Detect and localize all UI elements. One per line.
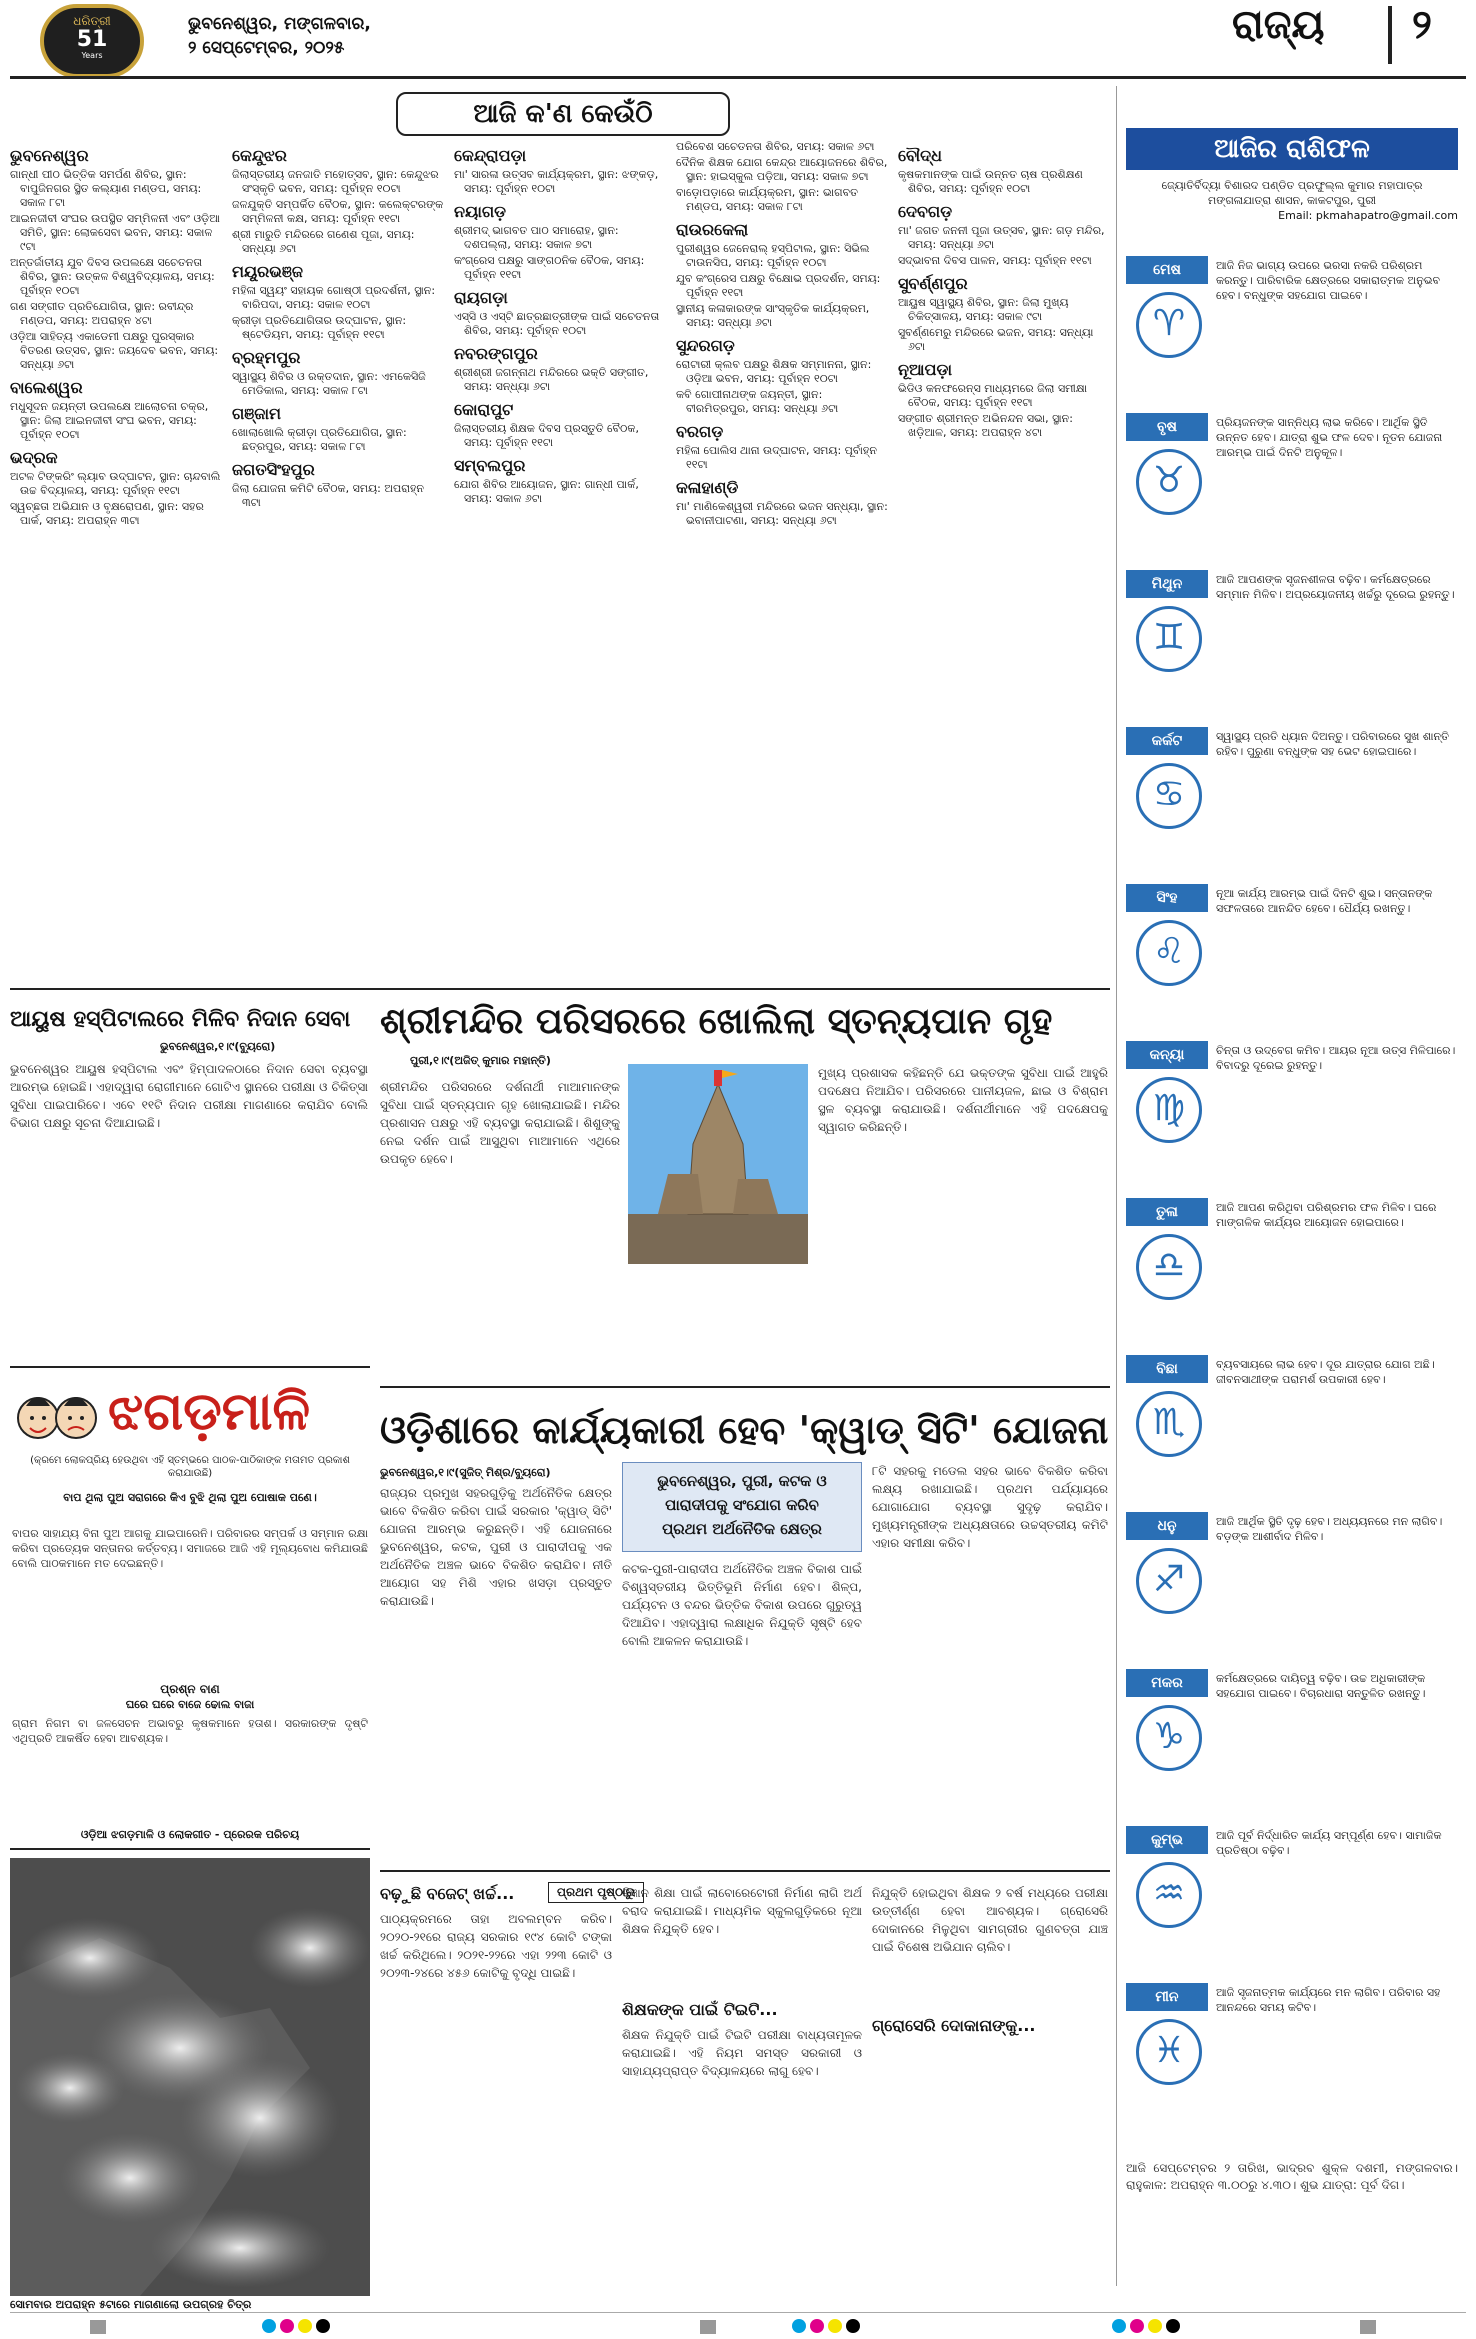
zodiac-prediction: ନୂଆ କାର୍ଯ୍ୟ ଆରମ୍ଭ ପାଇଁ ଦିନଟି ଶୁଭ। ସନ୍ତାନଙ୍କ ସଫଳତାରେ ଆନନ୍ଦିତ ହେବେ। ଧୈର୍ଯ୍ୟ ରଖନ୍ତୁ।	[1216, 887, 1433, 915]
horoscope-byline	[1126, 178, 1458, 223]
zodiac-row	[1126, 252, 1458, 402]
quad-city-headline: ଓଡ଼ିଶାରେ କାର୍ଯ୍ୟକାରୀ ହେବ 'କ୍ୱାଡ୍ ସିଟି' ଯୋଜନା	[380, 1408, 1109, 1452]
zodiac-row	[1126, 1037, 1458, 1187]
color-bar-mid	[700, 2320, 716, 2334]
srimandir-rule	[380, 1386, 1110, 1388]
zodiac-prediction: ପ୍ରିୟଜନଙ୍କ ସାନ୍ନିଧ୍ୟ ଲାଭ କରିବେ। ଆର୍ଥିକ ସ୍ଥିତି ଉନ୍ନତ ହେବ। ଯାତ୍ରା ଶୁଭ ଫଳ ଦେବ। ନୂତନ ଯୋଜନା ଆରମ୍ଭ ପାଇଁ ଦିନଟି ଅନୁକୂଳ।	[1216, 416, 1443, 459]
logo-years-number: 51	[76, 27, 108, 52]
listing-item: ଆଇନଜୀବୀ ସଂଘର ଉପସ୍ଥିତ ସମ୍ମିଳନୀ ଏବଂ ଓଡ଼ିଆ ସମିତି, ସ୍ଥାନ: ଲୋକସେବା ଭବନ, ସମୟ: ସକାଳ ୯ଟା	[10, 212, 220, 253]
zodiac-prediction: ଆଜି ସୃଜନାତ୍ମକ କାର୍ଯ୍ୟରେ ମନ ଲାଗିବ। ପରିବାର ସହ ଆନନ୍ଦରେ ସମୟ କଟିବ।	[1216, 1986, 1441, 2014]
jagannath-temple-icon	[628, 1064, 808, 1264]
footer-rule	[10, 2312, 1466, 2313]
cartoon-title: ଝଗଡ଼ମାଳି	[108, 1382, 311, 1442]
zodiac-row	[1126, 1665, 1458, 1815]
listing-item: ଜଳଯୁକ୍ତି ସମ୍ପର୍କିତ ବୈଠକ, ସ୍ଥାନ: କଲେକ୍ଟରଙ୍କ ସମ୍ମିଳନୀ କକ୍ଷ, ସମୟ: ପୂର୍ବାହ୍ନ ୧୧ଟା	[232, 198, 444, 225]
listing-item: ମଧୁସୂଦନ ଜୟନ୍ତୀ ଉପଲକ୍ଷେ ଆଲୋଚନା ଚକ୍ର, ସ୍ଥାନ: ଜିଲା ଆଇନଜୀବୀ ସଂଘ ଭବନ, ସମୟ: ପୂର୍ବାହ୍ନ ୧୦ଟା	[10, 400, 209, 441]
listing-column	[454, 140, 666, 980]
listing-item: ଦୈନିକ ଶିକ୍ଷକ ଯୋଗ କେନ୍ଦ୍ର ଆୟୋଜନରେ ଶିବିର, ସ୍ଥାନ: ହାଇସ୍କୁଲ ପଡ଼ିଆ, ସମୟ: ସକାଳ ୭ଟା	[676, 156, 888, 183]
grocery-label: ଗ୍ରୋସେରି ଦୋକାନାଙ୍କୁ...	[872, 2016, 1036, 2035]
listing-item: ଭିଡିଓ କନଫରେନ୍ସ ମାଧ୍ୟମରେ ଜିଲା ସମୀକ୍ଷା ବୈଠକ, ସମୟ: ପୂର୍ବାହ୍ନ ୧୧ଟା	[898, 382, 1088, 409]
listing-item: ଆୟୁଷ ସ୍ୱାସ୍ଥ୍ୟ ଶିବିର, ସ୍ଥାନ: ଜିଲା ମୁଖ୍ୟ ଚିକିତ୍ସାଳୟ, ସମୟ: ସକାଳ ୯ଟା	[898, 296, 1069, 323]
listing-city: କୋରାପୁଟ	[454, 400, 514, 419]
zodiac-sign-icon: ♌	[1136, 920, 1202, 986]
listing-item: ଗଣ ସଙ୍ଗୀତ ପ୍ରତିଯୋଗିତା, ସ୍ଥାନ: ରବୀନ୍ଦ୍ର ମଣ୍ଡପ, ସମୟ: ଅପରାହ୍ନ ୪ଟା	[10, 300, 194, 327]
listing-item: ଏସ୍‌ସି ଓ ଏସ୍‌ଟି ଛାତ୍ରଛାତ୍ରୀଙ୍କ ପାଇଁ ସଚେତନତା ଶିବିର, ସମୟ: ପୂର୍ବାହ୍ନ ୧୦ଟା	[454, 310, 660, 337]
listing-city: ବାଲେଶ୍ୱର	[10, 378, 83, 397]
section-title: ରାଜ୍ୟ	[1232, 2, 1325, 48]
zodiac-prediction: ଆଜି ନିଜ ଭାଗ୍ୟ ଉପରେ ଭରସା ନକରି ପରିଶ୍ରମ କରନ୍ତୁ। ପାରିବାରିକ କ୍ଷେତ୍ରରେ ସକାରାତ୍ମକ ଅନୁଭବ ହେବ। ବନ୍ଧୁଙ୍କ ସହଯୋଗ ପାଇବେ।	[1216, 259, 1440, 302]
listing-city: ସୁନ୍ଦରଗଡ଼	[676, 336, 735, 355]
listing-item: ଜିଲାସ୍ତରୀୟ ଶିକ୍ଷକ ଦିବସ ପ୍ରସ୍ତୁତି ବୈଠକ, ସମୟ: ପୂର୍ବାହ୍ନ ୧୧ଟା	[454, 422, 640, 449]
zodiac-prediction: ଆଜି ଆପଣଙ୍କ ସୃଜନଶୀଳତା ବଢ଼ିବ। କର୍ମକ୍ଷେତ୍ରରେ ସମ୍ମାନ ମିଳିବ। ଅପ୍ରୟୋଜନୀୟ ଖର୍ଚ୍ଚରୁ ଦୂରେଇ ରୁହନ୍ତୁ।	[1216, 573, 1455, 601]
listing-item: ମହିଳା ପୋଲିସ ଥାନା ଉଦ୍‌ଘାଟନ, ସମୟ: ପୂର୍ବାହ୍ନ ୧୧ଟା	[676, 444, 877, 471]
cartoon-subtitle: (କ୍ରମେ ଲୋକପ୍ରିୟ ହେଉଥିବା ଏହି ସ୍ତମ୍ଭରେ ପାଠକ-ପାଠିକାଙ୍କ ମତାମତ ପ୍ରକାଶ କରାଯାଉଛି)	[30, 1455, 350, 1479]
listing-item: କ୍ରୀଡ଼ା ପ୍ରତିଯୋଗିତାର ଉଦ୍‌ଘାଟନ, ସ୍ଥାନ: ଷ୍ଟେଡିୟମ, ସମୟ: ପୂର୍ବାହ୍ନ ୧୧ଟା	[232, 314, 407, 341]
pullquote-line2: ପାରାଦୀପକୁ ସଂଯୋଗ କରିବ	[665, 1496, 819, 1514]
zodiac-name-badge: ମୀନ	[1126, 1983, 1208, 2011]
srimandir-dateline: ପୁରୀ,୧।୯(ଅଜିତ୍ କୁମାର ମହାନ୍ତି)	[410, 1054, 551, 1067]
listing-city: ବରଗଡ଼	[676, 422, 724, 441]
panchang-text: ଆଜି ସେପ୍ଟେମ୍ବର ୨ ତାରିଖ, ଭାଦ୍ରବ ଶୁକ୍ଳ ଦଶମୀ, ମଙ୍ଗଳବାର। ରାହୁକାଳ: ଅପରାହ୍ନ ୩.୦୦ରୁ ୪.୩୦। ଶୁଭ ଯାତ୍ରା: ପୂର୍ବ ଦିଗ।	[1126, 2161, 1458, 2192]
front-page-tag: ପ୍ରଥମ ପୃଷ୍ଠାରୁ	[548, 1882, 644, 1903]
listing-city: ବୌଦ୍ଧ	[898, 146, 942, 165]
listing-column	[232, 140, 444, 980]
dateline-line1: ଭୁବନେଶ୍ୱର, ମଙ୍ଗଳବାର,	[188, 14, 371, 34]
dateline	[188, 12, 371, 60]
color-bar-right	[1360, 2320, 1376, 2334]
teacher-label: ଶିକ୍ଷକଙ୍କ ପାଇଁ ଟିଇଟି...	[622, 2000, 778, 2019]
masthead-logo	[40, 4, 144, 78]
listing-city: କଳାହାଣ୍ଡି	[676, 478, 739, 497]
listing-item: କୃଷକମାନଙ୍କ ପାଇଁ ଉନ୍ନତ ଚାଷ ପ୍ରଶିକ୍ଷଣ ଶିବିର, ସମୟ: ପୂର୍ବାହ୍ନ ୧୦ଟା	[898, 168, 1083, 195]
zodiac-name-badge: କର୍କଟ	[1126, 727, 1208, 755]
zodiac-sign-icon: ♑	[1136, 1705, 1202, 1771]
zodiac-name-badge: ବିଛା	[1126, 1355, 1208, 1383]
zodiac-name-badge: ମକର	[1126, 1669, 1208, 1697]
horoscope-banner	[1126, 128, 1458, 170]
zodiac-sign-icon: ♋	[1136, 763, 1202, 829]
srimandir-body-left: ଶ୍ରୀମନ୍ଦିର ପରିସରରେ ଦର୍ଶନାର୍ଥୀ ମାଆମାନଙ୍କ ସୁବିଧା ପାଇଁ ସ୍ତନ୍ୟପାନ ଗୃହ ଖୋଲାଯାଇଛି। ମନ୍ଦିର ପ୍ରଶାସନ ପକ୍ଷରୁ ଏହି ବ୍ୟବସ୍ଥା କରାଯାଇଛି। ଶିଶୁଙ୍କୁ ନେଇ ଦର୍ଶନ ପାଇଁ ଆସୁଥିବା ମାଆମାନେ ଏଥିରେ ଉପକୃତ ହେବେ।	[380, 1080, 620, 1166]
front-mid-body: ବିଜ୍ଞାନ ଶିକ୍ଷା ପାଇଁ ଲାବୋରେଟୋରୀ ନିର୍ମାଣ ଲାଗି ଅର୍ଥ ବରାଦ କରାଯାଇଛି। ମାଧ୍ୟମିକ ସ୍କୁଲଗୁଡ଼ିକରେ ନୂଆ ଶିକ୍ଷକ ନିଯୁକ୍ତି ହେବ।	[622, 1886, 862, 1936]
listing-item: ଶ୍ରୀଶ୍ରୀ ଜଗନ୍ନାଥ ମନ୍ଦିରରେ ଭକ୍ତି ସଙ୍ଗୀତ, ସମୟ: ସନ୍ଧ୍ୟା ୬ଟା	[454, 366, 649, 393]
cartoon-body1: ବାପର ସାହାଯ୍ୟ ବିନା ପୁଅ ଆଗକୁ ଯାଇପାରେନି। ପରିବାରର ସମ୍ପର୍କ ଓ ସମ୍ମାନ ରକ୍ଷା କରିବା ପ୍ରତ୍ୟେକ ସନ୍ତାନର କର୍ତ୍ତବ୍ୟ। ସମାଜରେ ଆଜି ଏହି ମୂଲ୍ୟବୋଧ କମିଯାଉଛି ବୋଲି ପାଠକମାନେ ମତ ଦେଇଛନ୍ତି।	[12, 1527, 368, 1570]
listing-city: ବ୍ରହ୍ମପୁର	[232, 348, 301, 367]
listing-item: ଜିଲାସ୍ତରୀୟ ଜନଜାତି ମହୋତ୍ସବ, ସ୍ଥାନ: କେନ୍ଦୁଝର ସଂସ୍କୃତି ଭବନ, ସମୟ: ପୂର୍ବାହ୍ନ ୧୦ଟା	[232, 168, 439, 195]
listing-item: ବାଡ଼ୋପଡ଼ାରେ କାର୍ଯ୍ୟକ୍ରମ, ସ୍ଥାନ: ଭାଗବତ ମଣ୍ଡପ, ସମୟ: ସକାଳ ୮ଟା	[676, 186, 858, 213]
zodiac-row	[1126, 1351, 1458, 1501]
zodiac-prediction: ଚିନ୍ତା ଓ ଉଦ୍‌ବେଗ କମିବ। ଆୟର ନୂଆ ଉତ୍ସ ମିଳିପାରେ। ବିବାଦରୁ ଦୂରେଇ ରୁହନ୍ତୁ।	[1216, 1044, 1456, 1072]
zodiac-sign-icon: ♈	[1136, 292, 1202, 358]
ayush-dateline: ଭୁବନେଶ୍ୱର,୧।୯(ବ୍ୟୁରୋ)	[160, 1040, 276, 1053]
byline-email: Email: pkmahapatro@gmail.com	[1278, 209, 1458, 222]
budget-body: ପାଠ୍ୟକ୍ରମରେ ତାହା ଅବଲମ୍ବନ କରିବ। ୨୦୨୦-୨୧ରେ ରାଜ୍ୟ ସରକାର ୧୯୪ କୋଟି ଟଙ୍କା ଖର୍ଚ୍ଚ କରିଥିଲେ। ୨୦୨୧-୨୨ରେ ଏହା ୨୨୩ କୋଟି ଓ ୨୦୨୩-୨୪ରେ ୪୫୬ କୋଟିକୁ ବୃଦ୍ଧି ପାଇଛି।	[380, 1912, 612, 1980]
listings-area	[10, 140, 1110, 980]
listing-item: ପୁରୀଶ୍ୱର ଜେନେରାଲ୍ ହସ୍ପିଟାଲ, ସ୍ଥାନ: ସିଭିଲ ଟାଉନସିପ, ସମୟ: ପୂର୍ବାହ୍ନ ୧୦ଟା	[676, 242, 870, 269]
listing-city: କେନ୍ଦୁଝର	[232, 146, 287, 165]
horoscope-banner-text: ଆଜିର ରାଶିଫଳ	[1214, 134, 1370, 164]
listing-item: ଓଡ଼ିଆ ସାହିତ୍ୟ ଏକାଡେମୀ ପକ୍ଷରୁ ପୁରସ୍କାର ବିତରଣ ଉତ୍ସବ, ସ୍ଥାନ: ଜୟଦେବ ଭବନ, ସମୟ: ସନ୍ଧ୍ୟା ୬ଟା	[10, 330, 219, 371]
teacher-body: ଶିକ୍ଷକ ନିଯୁକ୍ତି ପାଇଁ ଟିଇଟି ପରୀକ୍ଷା ବାଧ୍ୟତାମୂଳକ କରାଯାଇଛି। ଏହି ନିୟମ ସମସ୍ତ ସରକାରୀ ଓ ସାହାଯ୍ୟପ୍ରାପ୍ତ ବିଦ୍ୟାଳୟରେ ଲାଗୁ ହେବ।	[622, 2028, 862, 2078]
listing-city: କେନ୍ଦ୍ରାପଡ଼ା	[454, 146, 527, 165]
cartoon-rule	[10, 1848, 370, 1850]
quad-city-body-right: ୮ଟି ସହରକୁ ମଡେଲ ସହର ଭାବେ ବିକଶିତ କରିବା ଲକ୍ଷ୍ୟ ରଖାଯାଇଛି। ପ୍ରଥମ ପର୍ଯ୍ୟାୟରେ ଯୋଗାଯୋଗ ବ୍ୟବସ୍ଥା ସୁଦୃଢ଼ କରାଯିବ। ମୁଖ୍ୟମନ୍ତ୍ରୀଙ୍କ ଅଧ୍ୟକ୍ଷତାରେ ଉଚ୍ଚସ୍ତରୀୟ କମିଟି ଏହାର ସମୀକ୍ଷା କରିବ।	[872, 1464, 1108, 1550]
zodiac-sign-icon: ♎	[1136, 1234, 1202, 1300]
listing-city: ସୁବର୍ଣ୍ଣପୁର	[898, 274, 968, 293]
listing-city: ମୟୂରଭଞ୍ଜ	[232, 262, 303, 281]
zodiac-sign-icon: ♉	[1136, 449, 1202, 515]
zodiac-row	[1126, 1194, 1458, 1344]
listing-item: ସଦ୍‌ଭାବନା ଦିବସ ପାଳନ, ସମୟ: ପୂର୍ବାହ୍ନ ୧୧ଟା	[898, 254, 1092, 267]
zodiac-row	[1126, 409, 1458, 559]
dateline-line2: ୨ ସେପ୍ଟେମ୍ବର, ୨୦୨୫	[188, 38, 345, 58]
listing-city: ଜଗତସିଂହପୁର	[232, 460, 315, 479]
pullquote-line1: ଭୁବନେଶ୍ୱର, ପୁରୀ, କଟକ ଓ	[657, 1472, 827, 1490]
temple-photo	[628, 1064, 808, 1264]
srimandir-body-right: ମୁଖ୍ୟ ପ୍ରଶାସକ କହିଛନ୍ତି ଯେ ଭକ୍ତଙ୍କ ସୁବିଧା ପାଇଁ ଆହୁରି ପଦକ୍ଷେପ ନିଆଯିବ। ପରିସରରେ ପାନୀୟଜଳ, ଛାଇ ଓ ବିଶ୍ରାମ ସ୍ଥଳ ବ୍ୟବସ୍ଥା କରାଯାଉଛି। ଦର୍ଶନାର୍ଥୀମାନେ ଏହି ପଦକ୍ଷେପକୁ ସ୍ୱାଗତ କରିଛନ୍ତି।	[818, 1066, 1108, 1134]
registration-marks	[90, 2318, 1390, 2336]
satellite-map-icon	[10, 1858, 370, 2296]
zodiac-name-badge: ଧନୁ	[1126, 1512, 1208, 1540]
pullquote-line3: ପ୍ରଥମ ଅର୍ଥନୈତିକ କ୍ଷେତ୍ର	[662, 1520, 822, 1538]
listing-item: ଶ୍ରୀମଦ୍ ଭାଗବତ ପାଠ ସମାରୋହ, ସ୍ଥାନ: ଦଶପଲ୍ଲା, ସମୟ: ସକାଳ ୭ଟା	[454, 224, 619, 251]
quad-city-dateline: ଭୁବନେଶ୍ୱର,୧।୯(ସୁଜିତ୍ ମିଶ୍ର/ବ୍ୟୁରୋ)	[380, 1466, 551, 1479]
listing-item: ପରିବେଶ ସଚେତନତା ଶିବିର, ସମୟ: ସକାଳ ୬ଟା	[676, 140, 875, 153]
listing-item: ମା' ଜଗତ ଜନନୀ ପୂଜା ଉତ୍ସବ, ସ୍ଥାନ: ଗଡ଼ ମନ୍ଦିର, ସମୟ: ସନ୍ଧ୍ୟା ୬ଟା	[898, 224, 1105, 251]
byline-line1: ଜ୍ୟୋତିର୍ବିଦ୍ୟା ବିଶାରଦ ପଣ୍ଡିତ ପ୍ରଫୁଲ୍ଲ କୁମାର ମହାପାତ୍ର	[1161, 179, 1423, 192]
logo-years-label: Years	[81, 51, 103, 60]
listing-item: ସଙ୍ଗୀତ ଶ୍ରୀମନ୍ତ ଅଭିନନ୍ଦନ ସଭା, ସ୍ଥାନ: ଖଡ଼ିଆଳ, ସମୟ: ଅପରାହ୍ନ ୪ଟା	[898, 412, 1073, 439]
listing-item: ଅଟଳ ଟିଙ୍କରିଂ ଲ୍ୟାବ ଉଦ୍‌ଘାଟନ, ସ୍ଥାନ: ଚାନ୍ଦବାଲି ଉଚ୍ଚ ବିଦ୍ୟାଳୟ, ସମୟ: ପୂର୍ବାହ୍ନ ୧୧ଟା	[10, 470, 221, 497]
quad-city-rule	[380, 1870, 1110, 1872]
masthead-rule	[10, 76, 1466, 79]
cmyk-dots-3	[1110, 2318, 1182, 2337]
ayush-body: ଭୁବନେଶ୍ୱର ଆୟୁଷ ହସ୍ପିଟାଲ ଏବଂ ହିମ୍ପାଦଳଠାରେ ନିଦାନ ସେବା ବ୍ୟବସ୍ଥା ଆରମ୍ଭ ହୋଇଛି। ଏହାଦ୍ୱାରା ରୋଗୀମାନେ ଗୋଟିଏ ସ୍ଥାନରେ ପରୀକ୍ଷା ଓ ଚିକିତ୍ସା ସୁବିଧା ପାଇପାରିବେ। ଏବେ ୧୧ଟି ନିଦାନ ପରୀକ୍ଷା ମାଗଣାରେ କରାଯିବ ବୋଲି ବିଭାଗ ପକ୍ଷରୁ ସୂଚନା ଦିଆଯାଇଛି।	[10, 1062, 368, 1130]
cartoon-q2: ପ୍ରଶ୍ନ ବାଣ	[160, 1682, 220, 1696]
zodiac-name-badge: ବୃଷ	[1126, 413, 1208, 441]
cmyk-dots-2	[790, 2318, 862, 2337]
zodiac-sign-icon: ♍	[1136, 1077, 1202, 1143]
listing-city: ନୂଆପଡ଼ା	[898, 360, 952, 379]
listing-city: ଭୁବନେଶ୍ୱର	[10, 146, 89, 165]
grocery-body: ନିଯୁକ୍ତି ହୋଇଥିବା ଶିକ୍ଷକ ୨ ବର୍ଷ ମଧ୍ୟରେ ପରୀକ୍ଷା ଉତ୍ତୀର୍ଣ୍ଣ ହେବା ଆବଶ୍ୟକ। ଗ୍ରୋସେରି ଦୋକାନରେ ମିଳୁଥିବା ସାମଗ୍ରୀର ଗୁଣବତ୍ତା ଯାଞ୍ଚ ପାଇଁ ବିଶେଷ ଅଭିଯାନ ଚାଲିବ।	[872, 1886, 1108, 1954]
listing-item: ଗାନ୍ଧୀ ପୀଠ ଭିତ୍ତିକ ସମର୍ପଣ ଶିବିର, ସ୍ଥାନ: ବାପୁଜିନଗର ସ୍ଥିତ କଲ୍ୟାଣ ମଣ୍ଡପ, ସମୟ: ସକାଳ ୮ଟା	[10, 168, 202, 209]
cartoon-credit: ଓଡ଼ିଆ ଝଗଡ଼ମାଳି ଓ ଲୋକଗୀତ - ପ୍ରେରକ ପରିଚୟ	[80, 1828, 300, 1841]
listing-item: ସ୍ଥାନୀୟ କଳାକାରଙ୍କ ସାଂସ୍କୃତିକ କାର୍ଯ୍ୟକ୍ରମ, ସମୟ: ସନ୍ଧ୍ୟା ୬ଟା	[676, 302, 870, 329]
listing-item: ଯୁବ କଂଗ୍ରେସ ପକ୍ଷରୁ ବିକ୍ଷୋଭ ପ୍ରଦର୍ଶନ, ସମୟ: ପୂର୍ବାହ୍ନ ୧୧ଟା	[676, 272, 881, 299]
cartoon-q2b: ଘରେ ଘରେ ବାଜେ ଢୋଲ ବାଜା	[125, 1698, 255, 1711]
zodiac-name-badge: ମେଷ	[1126, 256, 1208, 284]
weather-satellite-image	[10, 1858, 370, 2296]
zodiac-prediction: ଆଜି ଆପଣ କରିଥିବା ପରିଶ୍ରମର ଫଳ ମିଳିବ। ଘରେ ମାଙ୍ଗଳିକ କାର୍ଯ୍ୟର ଆୟୋଜନ ହୋଇପାରେ।	[1216, 1201, 1437, 1229]
zodiac-sign-icon: ♒	[1136, 1862, 1202, 1928]
title-divider	[1388, 6, 1392, 64]
listing-item: ସ୍ୱାସ୍ଥ୍ୟ ଶିବିର ଓ ରକ୍ତଦାନ, ସ୍ଥାନ: ଏମକେସିଜି ମେଡିକାଲ, ସମୟ: ସକାଳ ୮ଟା	[232, 370, 426, 397]
zodiac-prediction: ସ୍ୱାସ୍ଥ୍ୟ ପ୍ରତି ଧ୍ୟାନ ଦିଅନ୍ତୁ। ପରିବାରରେ ସୁଖ ଶାନ୍ତି ରହିବ। ପୁରୁଣା ବନ୍ଧୁଙ୍କ ସହ ଭେଟ ହୋଇପାରେ।	[1216, 730, 1449, 758]
sidebar-divider	[1116, 86, 1117, 2286]
zodiac-sign-icon: ♏	[1136, 1391, 1202, 1457]
budget-label: ବଢ଼ୁଛି ବଜେଟ୍ ଖର୍ଚ୍ଚ...	[380, 1884, 515, 1903]
zodiac-row	[1126, 1979, 1458, 2129]
zodiac-row	[1126, 880, 1458, 1030]
srimandir-headline: ଶ୍ରୀମନ୍ଦିର ପରିସରରେ ଖୋଲିଲା ସ୍ତନ୍ୟପାନ ଗୃହ	[380, 1001, 1053, 1042]
zodiac-name-badge: ତୁଳା	[1126, 1198, 1208, 1226]
zodiac-sign-icon: ♊	[1136, 606, 1202, 672]
zodiac-name-badge: କନ୍ୟା	[1126, 1041, 1208, 1069]
listing-city: ରାୟଗଡ଼ା	[454, 288, 508, 307]
color-bar-left	[90, 2320, 106, 2334]
zodiac-row	[1126, 1822, 1458, 1972]
listings-bottom-rule	[10, 988, 1110, 990]
listing-city: ନୟାଗଡ଼	[454, 202, 507, 221]
listing-city: ନବରଙ୍ଗପୁର	[454, 344, 538, 363]
listing-item: ମା' ସାରଳା ଉତ୍ସବ କାର୍ଯ୍ୟକ୍ରମ, ସ୍ଥାନ: ଝଙ୍କଡ଼, ସମୟ: ପୂର୍ବାହ୍ନ ୧୦ଟା	[454, 168, 659, 195]
zodiac-prediction: ବ୍ୟବସାୟରେ ଲାଭ ହେବ। ଦୂର ଯାତ୍ରାର ଯୋଗ ଅଛି। ଜୀବନସାଥୀଙ୍କ ପରାମର୍ଶ ଉପକାରୀ ହେବ।	[1216, 1358, 1435, 1386]
zodiac-name-badge: କୁମ୍ଭ	[1126, 1826, 1208, 1854]
listing-item: ଅନ୍ତର୍ଜାତୀୟ ଯୁବ ଦିବସ ଉପଲକ୍ଷେ ସଚେତନତା ଶିବିର, ସ୍ଥାନ: ଉତ୍କଳ ବିଶ୍ୱବିଦ୍ୟାଳୟ, ସମୟ: ପୂର୍ବାହ୍ନ ୧୦ଟା	[10, 256, 215, 297]
listing-city: ଗଞ୍ଜାମ	[232, 404, 281, 423]
listing-item: ଖୋଲାଖୋଲି କ୍ରୀଡ଼ା ପ୍ରତିଯୋଗିତା, ସ୍ଥାନ: ଛତ୍ରପୁର, ସମୟ: ସକାଳ ୮ଟା	[232, 426, 407, 453]
listing-item: ଯୋଗ ଶିବିର ଆୟୋଜନ, ସ୍ଥାନ: ଗାନ୍ଧୀ ପାର୍କ, ସମୟ: ସକାଳ ୬ଟା	[454, 478, 639, 505]
listing-item: ସୁବର୍ଣ୍ଣମେରୁ ମନ୍ଦିରରେ ଭଜନ, ସମୟ: ସନ୍ଧ୍ୟା ୬ଟା	[898, 326, 1094, 353]
grocery-body-continued	[872, 2042, 1108, 2292]
cartoon-faces-icon	[12, 1380, 102, 1460]
listing-item: ମହିଳା ସ୍ୱୟଂ ସହାୟକ ଗୋଷ୍ଠୀ ପ୍ରଦର୍ଶନୀ, ସ୍ଥାନ: ବାରିପଦା, ସମୟ: ସକାଳ ୧୦ଟା	[232, 284, 436, 311]
zodiac-row	[1126, 1508, 1458, 1658]
listing-item: କଂଗ୍ରେସ ପକ୍ଷରୁ ସାଙ୍ଗଠନିକ ବୈଠକ, ସମୟ: ପୂର୍ବାହ୍ନ ୧୧ଟା	[454, 254, 645, 281]
listing-item: ଶ୍ରୀ ମାରୁତି ମନ୍ଦିରରେ ଗଣେଶ ପୂଜା, ସମୟ: ସନ୍ଧ୍ୟା ୬ଟା	[232, 228, 415, 255]
quad-city-body-left: ରାଜ୍ୟର ପ୍ରମୁଖ ସହରଗୁଡ଼ିକୁ ଅର୍ଥନୈତିକ କ୍ଷେତ୍ର ଭାବେ ବିକଶିତ କରିବା ପାଇଁ ସରକାର 'କ୍ୱାଡ୍ ସିଟି' ଯୋଜନା ଆରମ୍ଭ କରୁଛନ୍ତି। ଏହି ଯୋଜନାରେ ଭୁବନେଶ୍ୱର, କଟକ, ପୁରୀ ଓ ପାରାଦୀପକୁ ଏକ ଅର୍ଥନୈତିକ ଅଞ୍ଚଳ ଭାବେ ବିକଶିତ କରାଯିବ। ନୀତି ଆୟୋଗ ସହ ମିଶି ଏହାର ଖସଡ଼ା ପ୍ରସ୍ତୁତ କରାଯାଉଛି।	[380, 1486, 612, 1608]
zodiac-prediction: ଆଜି ଆର୍ଥିକ ସ୍ଥିତି ଦୃଢ଼ ହେବ। ଅଧ୍ୟୟନରେ ମନ ଲାଗିବ। ବଡ଼ଙ୍କ ଆଶୀର୍ବାଦ ମିଳିବ।	[1216, 1515, 1443, 1543]
zodiac-sign-icon: ♓	[1136, 2019, 1202, 2085]
listing-item: ରୋଟାରୀ କ୍ଲବ ପକ୍ଷରୁ ଶିକ୍ଷକ ସମ୍ମାନନା, ସ୍ଥାନ: ଓଡ଼ିଆ ଭବନ, ସମୟ: ପୂର୍ବାହ୍ନ ୧୦ଟା	[676, 358, 872, 385]
listing-column	[676, 140, 888, 980]
zodiac-name-badge: ସିଂହ	[1126, 884, 1208, 912]
ayush-rule	[10, 1366, 370, 1368]
zodiac-prediction: କର୍ମକ୍ଷେତ୍ରରେ ଦାୟିତ୍ୱ ବଢ଼ିବ। ଉଚ୍ଚ ଅଧିକାରୀଙ୍କ ସହଯୋଗ ପାଇବେ। ବିଚାରଧାରା ସନ୍ତୁଳିତ ରଖନ୍ତୁ।	[1216, 1672, 1426, 1700]
listing-column	[898, 140, 1110, 980]
cartoon-body2: ଗ୍ରାମ ନିଗମ ବା ଜଳସେଚନ ଅଭାବରୁ କୃଷକମାନେ ହତାଶ। ସରକାରଙ୍କ ଦୃଷ୍ଟି ଏଥିପ୍ରତି ଆକର୍ଷିତ ହେବା ଆବଶ୍ୟକ।	[12, 1717, 368, 1745]
listing-item: କବି ଗୋପୀନାଥଙ୍କ ଜୟନ୍ତୀ, ସ୍ଥାନ: ବୀରମିତ୍ରପୁର, ସମୟ: ସନ୍ଧ୍ୟା ୬ଟା	[676, 388, 839, 415]
cmyk-dots-1	[260, 2318, 332, 2337]
listing-city: ଦେବଗଡ଼	[898, 202, 953, 221]
zodiac-name-badge: ମିଥୁନ	[1126, 570, 1208, 598]
listing-city: ଭଦ୍ରକ	[10, 448, 58, 467]
zodiac-row	[1126, 566, 1458, 716]
listing-item: ସ୍ୱଚ୍ଛତା ଅଭିଯାନ ଓ ବୃକ୍ଷରୋପଣ, ସ୍ଥାନ: ସହର ପାର୍କ, ସମୟ: ଅପରାହ୍ନ ୩ଟା	[10, 500, 204, 527]
cartoon-characters	[12, 1380, 102, 1460]
listing-item: ମା' ମାଣିକେଶ୍ୱରୀ ମନ୍ଦିରରେ ଭଜନ ସନ୍ଧ୍ୟା, ସ୍ଥାନ: ଭବାନୀପାଟଣା, ସମୟ: ସନ୍ଧ୍ୟା ୬ଟା	[676, 500, 888, 527]
page-number: ୨	[1412, 2, 1432, 48]
weather-caption: ସୋମବାର ଅପରାହ୍ନ ୫ଟାରେ ମାଗଣାଲୋ ଉପଗ୍ରହ ଚିତ୍ର	[10, 2298, 252, 2311]
listings-banner: ଆଜି କ'ଣ କେଉଁଠି	[396, 92, 730, 136]
zodiac-sign-icon: ♐	[1136, 1548, 1202, 1614]
listing-city: ରାଉରକେଲା	[676, 220, 749, 239]
ayush-headline: ଆୟୁଷ ହସ୍ପିଟାଲରେ ମିଳିବ ନିଦାନ ସେବା	[10, 1007, 351, 1032]
byline-line2: ମଙ୍ଗଳାଯାତ୍ରା ଶାସନ, କାକଟପୁର, ପୁରୀ	[1208, 194, 1376, 207]
quad-city-body-mid: କଟକ-ପୁରୀ-ପାରାଦୀପ ଅର୍ଥନୈତିକ ଅଞ୍ଚଳ ବିକାଶ ପାଇଁ ବିଶ୍ୱସ୍ତରୀୟ ଭିତ୍ତିଭୂମି ନିର୍ମାଣ ହେବ। ଶିଳ୍ପ, ପର୍ଯ୍ୟଟନ ଓ ବନ୍ଦର ଭିତ୍ତିକ ବିକାଶ ଉପରେ ଗୁରୁତ୍ୱ ଦିଆଯିବ। ଏହାଦ୍ୱାରା ଲକ୍ଷାଧିକ ନିଯୁକ୍ତି ସୃଷ୍ଟି ହେବ ବୋଲି ଆକଳନ କରାଯାଉଛି।	[622, 1562, 862, 1648]
listing-column	[10, 140, 222, 980]
zodiac-prediction: ଆଜି ପୂର୍ବ ନିର୍ଦ୍ଧାରିତ କାର୍ଯ୍ୟ ସମ୍ପୂର୍ଣ୍ଣ ହେବ। ସାମାଜିକ ପ୍ରତିଷ୍ଠା ବଢ଼ିବ।	[1216, 1829, 1442, 1857]
listing-item: ଜିଲା ଯୋଜନା କମିଟି ବୈଠକ, ସମୟ: ଅପରାହ୍ନ ୩ଟା	[232, 482, 424, 509]
cartoon-q1: ବାପ ଥିଲା ପୁଅ ସରାଗରେ କିଏ ବୁଝି ଥିଲା ପୁଅ ପୋଷାକ ପଣେ।	[63, 1491, 317, 1504]
logo-brand: ଧରିତ୍ରୀ	[73, 14, 111, 28]
zodiac-row	[1126, 723, 1458, 873]
listing-city: ସମ୍ବଲପୁର	[454, 456, 526, 475]
quad-city-pullquote	[622, 1462, 862, 1552]
